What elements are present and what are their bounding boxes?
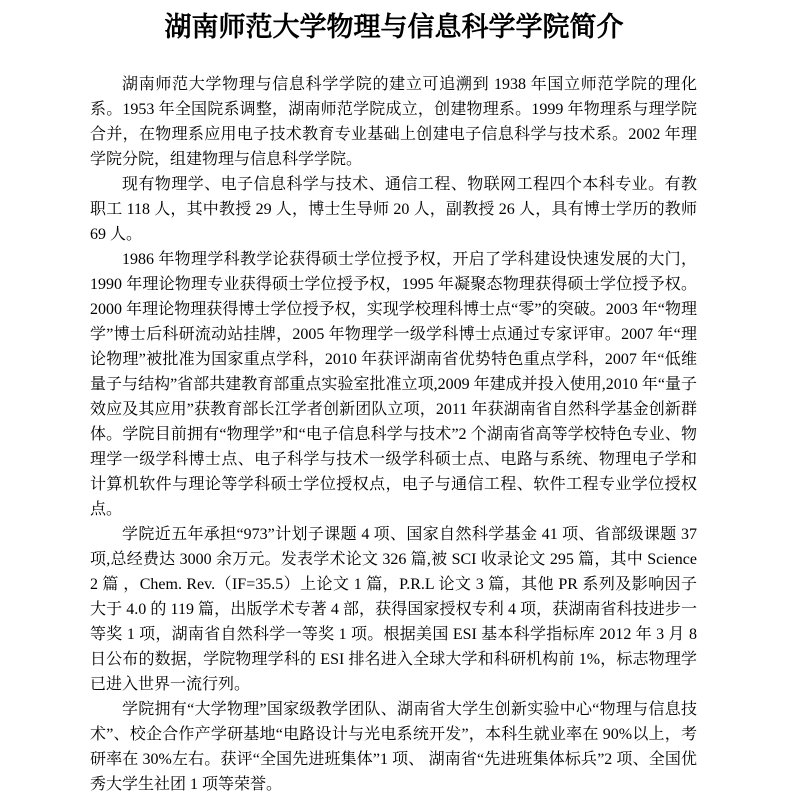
body-paragraph-discipline-development: 1986 年物理学科教学论获得硕士学位授予权，开启了学科建设快速发展的大门，1990 年理论物理专业获得硕士学位授予权，1995 年凝聚态物理获得硕士学位授予权。2000 年理论物理获得博士学位授予权，实现学校理科博士点“零”的突破。2003 年“物理学”博士后科研流动站挂牌，2005 年物理学一级学科博士点通过专家评审。2007 年“理论物理”被批准为国家重点学科，2010 年获评湖南省优势特色重点学科，2007 年“低维量子与结构”省部共建教育部重点实验室批准立项,2009 年建成并投入使用,2010 年“量子效应及其应用”获教育部长江学者创新团队立项，2011 年获湖南省自然科学基金创新群体。学院目前拥有“物理学”和“电子信息科学与技术”2 个湖南省高等学校特色专业、物理学一级学科博士点、电子科学与技术一级学科硕士点、电路与系统、物理电子学和计算机软件与理论等学科硕士学位授权点，电子与通信工程、软件工程专业学位授权点。 bbox=[90, 251, 697, 518]
body-paragraph-majors-staff: 现有物理学、电子信息科学与技术、通信工程、物联网工程四个本科专业。有教职工 118 人，其中教授 29 人，博士生导师 20 人，副教授 26 人，具有博士学历的教师 69 人。 bbox=[90, 176, 697, 243]
body-paragraph-history: 湖南师范大学物理与信息科学学院的建立可追溯到 1938 年国立师范学院的理化系。1953 年全国院系调整，湖南师范学院成立，创建物理系。1999 年物理系与理学院合并，在物理系应用电子技术教育专业基础上创建电子信息科学与技术系。2002 年理学院分院，组建物理与信息科学学院。 bbox=[90, 76, 697, 168]
body-paragraph-teaching-honors: 学院拥有“大学物理”国家级教学团队、湖南省大学生创新实验中心“物理与信息技术”、校企合作产学研基地“电路设计与光电系统开发”，本科生就业率在 90%以上，考研率在 30%左右。获评“全国先进班集体”1 项、 湖南省“先进班集体标兵”2 项、全国优秀大学生社团 1 项等荣誉。 bbox=[90, 701, 697, 793]
body-paragraph-research-achievements: 学院近五年承担“973”计划子课题 4 项、国家自然科学基金 41 项、省部级课题 37 项,总经费达 3000 余万元。发表学术论文 326 篇,被 SCI 收录论文 295 篇，其中 Science 2 篇 ，Chem. Rev.（IF=35.5）上论文 1 篇，P.R.L 论文 3 篇，其他 PR 系列及影响因子大于 4.0 的 119 篇，出版学术专著 4 部，获得国家授权专利 4 项，获湖南省科技进步一等奖 1 项，湖南省自然科学一等奖 1 项。根据美国 ESI 基本科学指标库 2012 年 3 月 8 日公布的数据，学院物理学科的 ESI 排名进入全球大学和科研机构前 1%，标志物理学已进入世界一流行列。 bbox=[90, 526, 697, 693]
document-title: 湖南师范大学物理与信息科学学院简介 bbox=[164, 12, 624, 42]
document-body bbox=[90, 72, 697, 797]
